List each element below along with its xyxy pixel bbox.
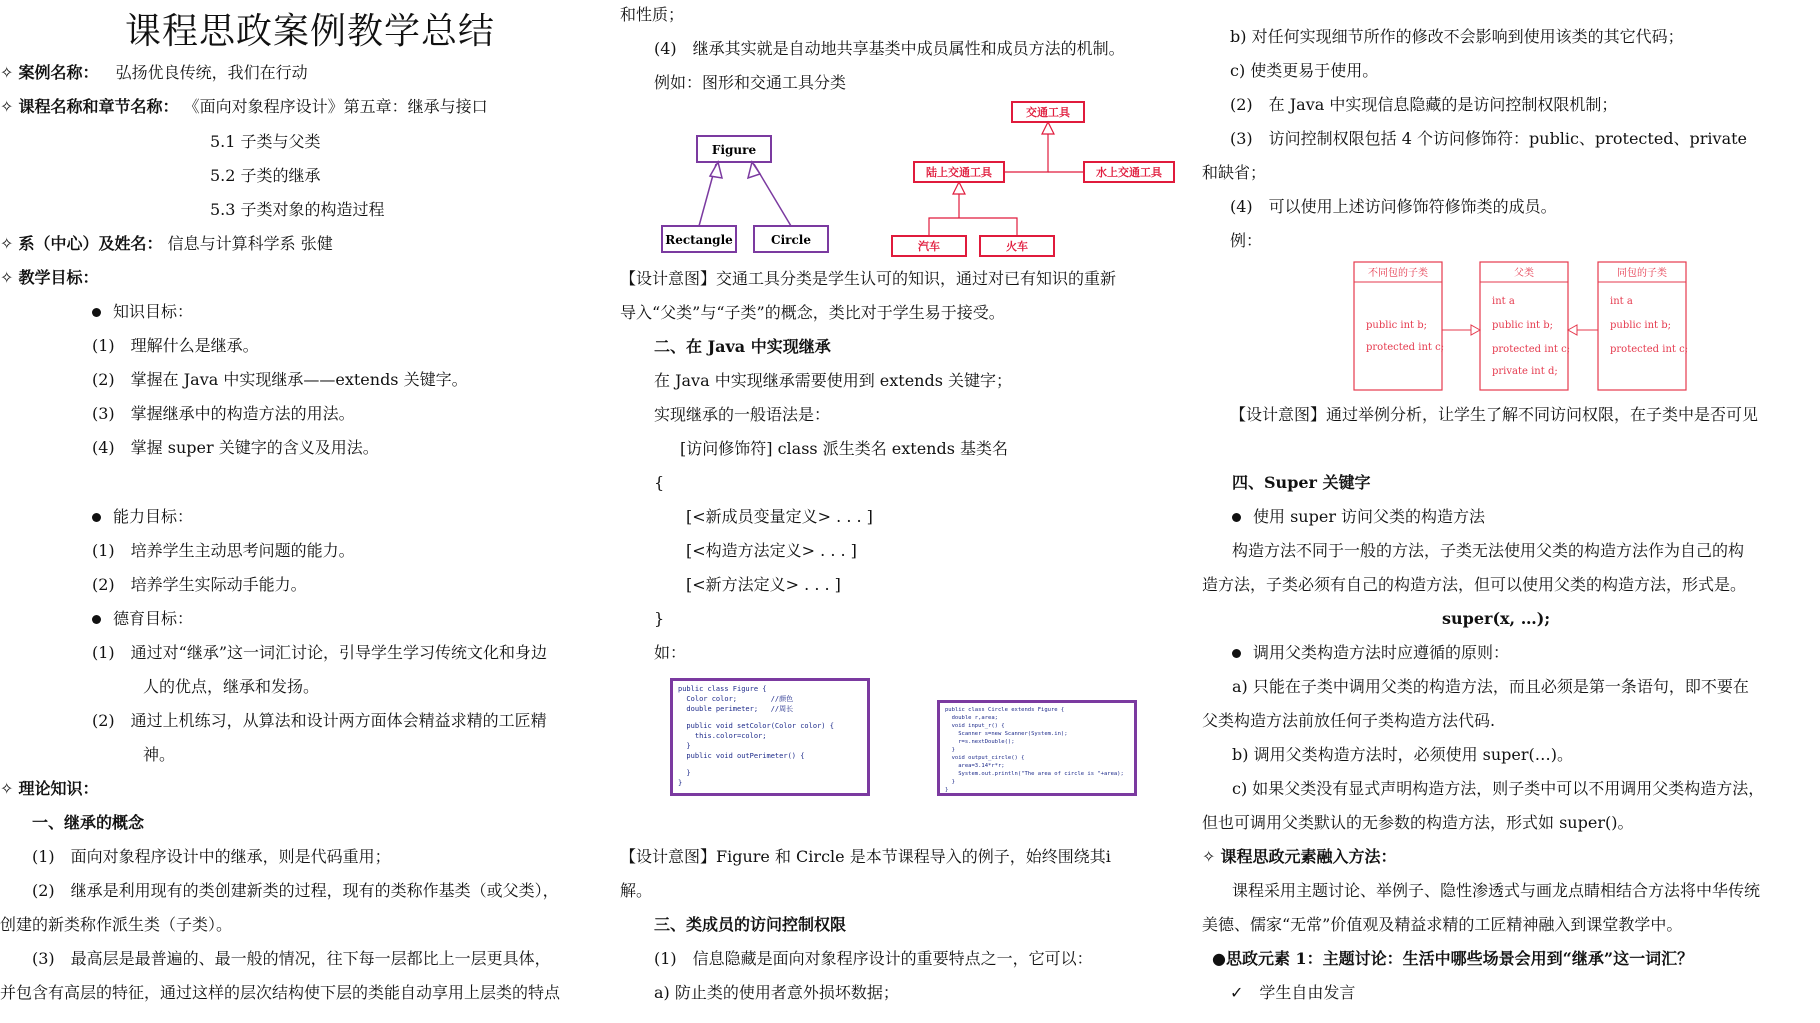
column-2 bbox=[612, 0, 1212, 1023]
goal-label: 教学目标： bbox=[18, 268, 99, 287]
paragraph: (1) 面向对象程序设计中的继承，则是代码重用； bbox=[32, 847, 391, 866]
figure-class-label: Figure bbox=[711, 143, 757, 157]
box-member: public int b; bbox=[1610, 320, 1672, 331]
moral-item: (1) 通过对“继承”这一词汇讨论，引导学生学习传统文化和身边 bbox=[92, 643, 548, 662]
inheritance-arrowhead-icon bbox=[1568, 325, 1577, 335]
uml-class-diagram bbox=[652, 100, 1192, 260]
bullet-icon bbox=[92, 615, 101, 624]
box-title: 不同包的子类 bbox=[1368, 268, 1428, 279]
diamond-bullet-icon: ✧ bbox=[0, 779, 19, 798]
paragraph: 课程采用主题讨论、举例子、隐性渗透式与画龙点睛相结合方法将中华传统 bbox=[1232, 881, 1761, 900]
code-line: } bbox=[678, 769, 691, 777]
paragraph: (2) 继承是利用现有的类创建新类的过程，现有的类称作基类（或父类）， bbox=[32, 881, 559, 900]
box-title: 同包的子类 bbox=[1617, 268, 1667, 279]
bullet-line: 使用 super 访问父类的构造方法 bbox=[1232, 506, 1485, 528]
ability-item: (1) 培养学生主动思考问题的能力。 bbox=[92, 541, 355, 560]
check-line: ✓ 学生自由发言 bbox=[1230, 983, 1356, 1002]
example-label: 例： bbox=[1230, 231, 1263, 250]
inheritance-connector bbox=[1004, 134, 1048, 172]
checkmark-icon: ✓ bbox=[1230, 983, 1244, 1002]
bullet-icon bbox=[92, 513, 101, 522]
knowledge-item: (3) 掌握继承中的构造方法的用法。 bbox=[92, 404, 355, 423]
method-label: 课程思政元素融入方法： bbox=[1220, 847, 1397, 866]
car-class-label: 汽车 bbox=[918, 240, 940, 253]
paragraph-cont: 创建的新类称作派生类（子类）。 bbox=[0, 915, 233, 934]
syntax-line: [<新成员变量定义> . . . ] bbox=[686, 507, 873, 526]
inheritance-arrowhead-icon bbox=[748, 162, 760, 178]
bullet-icon bbox=[1232, 513, 1241, 522]
code-line: System.out.println("The area of circle is "+area); bbox=[945, 771, 1124, 777]
diamond-bullet-icon: ✧ bbox=[1202, 847, 1221, 866]
case-name-line bbox=[0, 62, 308, 84]
bullet-icon bbox=[1232, 649, 1241, 658]
paragraph: (2) 在 Java 中实现信息隐藏的是访问控制权限机制； bbox=[1230, 95, 1618, 114]
design-intent: 【设计意图】通过举例分析，让学生了解不同访问权限，在子类中是否可见 bbox=[1230, 405, 1759, 424]
rule-item: a) 只能在子类中调用父类的构造方法，而且必须是第一条语句，即不要在 bbox=[1232, 677, 1749, 696]
inheritance-arrowhead-icon bbox=[1042, 122, 1054, 134]
diamond-bullet-icon: ✧ bbox=[0, 268, 19, 287]
concept-heading: 一、继承的概念 bbox=[32, 813, 145, 832]
page-title: 课程思政案例教学总结 bbox=[125, 11, 496, 52]
rule-item-cont: 父类构造方法前放任何子类构造方法代码. bbox=[1202, 711, 1496, 730]
code-line: } bbox=[678, 742, 691, 750]
design-intent-cont: 解。 bbox=[620, 881, 653, 900]
bullet-icon bbox=[92, 308, 101, 317]
example-label: 如： bbox=[654, 643, 687, 662]
design-intent-cont: 导入“父类”与“子类”的概念，类比对于学生易于接受。 bbox=[620, 303, 1005, 322]
paragraph: (1) 信息隐藏是面向对象程序设计的重要特点之一，它可以： bbox=[654, 949, 1093, 968]
code-line: void output_circle() { bbox=[945, 755, 1025, 761]
box-title: 父类 bbox=[1514, 268, 1534, 279]
code-line: r=s.nextDouble(); bbox=[945, 739, 1015, 745]
figure-code-screenshot bbox=[670, 678, 870, 796]
moral-item-cont: 神。 bbox=[143, 745, 176, 764]
code-line: void input_r() { bbox=[945, 723, 1005, 729]
code-line bbox=[678, 761, 862, 768]
super-form: super(x, …); bbox=[1442, 609, 1551, 628]
code-lines bbox=[678, 684, 862, 788]
paragraph: 构造方法不同于一般的方法，子类无法使用父类的构造方法作为自己的构 bbox=[1232, 541, 1745, 560]
train-class-label: 火车 bbox=[1006, 240, 1028, 253]
knowledge-item: (4) 掌握 super 关键字的含义及用法。 bbox=[92, 438, 379, 457]
diamond-bullet-icon: ✧ bbox=[0, 234, 19, 253]
case-label: 案例名称： bbox=[18, 63, 99, 82]
paragraph: a) 防止类的使用者意外损坏数据； bbox=[654, 983, 899, 1002]
theory-label: 理论知识： bbox=[18, 779, 99, 798]
land-vehicle-label: 陆上交通工具 bbox=[926, 166, 992, 179]
section-item: 5.3 子类对象的构造过程 bbox=[210, 200, 385, 219]
paragraph: (3) 访问控制权限包括 4 个访问修饰符：public、protected、private bbox=[1230, 129, 1748, 148]
ability-heading: 能力目标： bbox=[92, 506, 193, 528]
column-3 bbox=[1202, 0, 1820, 1023]
syntax-line: [<新方法定义> . . . ] bbox=[686, 575, 841, 594]
paragraph-cont: 和缺省； bbox=[1202, 163, 1267, 182]
box-member: public int b; bbox=[1366, 320, 1428, 331]
dept-value: 信息与计算科学系 张健 bbox=[167, 234, 333, 253]
box-member: int a bbox=[1610, 296, 1633, 307]
knowledge-heading: 知识目标： bbox=[92, 301, 193, 323]
code-line: area=3.14*r*r; bbox=[945, 763, 1005, 769]
code-line: } bbox=[945, 779, 955, 785]
code-line bbox=[678, 714, 862, 721]
paragraph-cont: 和性质； bbox=[620, 5, 685, 24]
vehicle-class-label: 交通工具 bbox=[1026, 106, 1070, 119]
element-heading: ●思政元素 1：主题讨论：生活中哪些场景会用到“继承”这一词汇？ bbox=[1212, 949, 1694, 968]
ability-item: (2) 培养学生实际动手能力。 bbox=[92, 575, 307, 594]
circle-class-label: Circle bbox=[771, 233, 811, 247]
syntax-line: [访问修饰符] class 派生类名 extends 基类名 bbox=[680, 439, 1009, 458]
paragraph: (4) 可以使用上述访问修饰符修饰类的成员。 bbox=[1230, 197, 1557, 216]
water-vehicle-label: 水上交通工具 bbox=[1096, 166, 1162, 179]
inheritance-arrowhead-icon bbox=[1471, 325, 1480, 335]
code-line: double r,area; bbox=[945, 715, 998, 721]
paragraph: b) 对任何实现细节所作的修改不会影响到使用该类的其它代码； bbox=[1230, 27, 1684, 46]
code-line: public class Circle extends Figure { bbox=[945, 707, 1065, 713]
course-label: 课程名称和章节名称： bbox=[18, 97, 179, 116]
paragraph: c) 使类更易于使用。 bbox=[1230, 61, 1379, 80]
paragraph-cont: 造方法，子类必须有自己的构造方法，但可以使用父类的构造方法，形式是。 bbox=[1202, 575, 1747, 594]
dept-line bbox=[0, 233, 333, 255]
knowledge-item: (2) 掌握在 Java 中实现继承——extends 关键字。 bbox=[92, 370, 468, 389]
box-member: private int d; bbox=[1492, 366, 1558, 377]
code-line: Scanner s=new Scanner(System.in); bbox=[945, 731, 1068, 737]
paragraph: 实现继承的一般语法是： bbox=[654, 405, 831, 424]
box-member: protected int c; bbox=[1366, 342, 1445, 353]
code-line: public class Figure { bbox=[678, 685, 767, 693]
bullet-line: 调用父类构造方法时应遵循的原则： bbox=[1232, 642, 1509, 664]
code-line: double perimeter; //周长 bbox=[678, 705, 794, 713]
moral-item-cont: 人的优点，继承和发扬。 bbox=[143, 677, 320, 696]
paragraph: (4) 继承其实就是自动地共享基类中成员属性和成员方法的机制。 bbox=[654, 39, 1125, 58]
rule-item-cont: 但也可调用父类默认的无参数的构造方法，形式如 super()。 bbox=[1202, 813, 1634, 832]
section-item: 5.2 子类的继承 bbox=[210, 166, 321, 185]
inheritance-arrowhead-icon bbox=[953, 182, 965, 194]
access-control-diagram bbox=[1352, 260, 1712, 392]
box-member: int a bbox=[1492, 296, 1515, 307]
code-line: } bbox=[678, 779, 683, 787]
column-1 bbox=[0, 0, 600, 1023]
inheritance-connector bbox=[929, 218, 1017, 236]
paragraph-cont: 美德、儒家“无常”价值观及精益求精的工匠精神融入到课堂教学中。 bbox=[1202, 915, 1683, 934]
box-member: public int b; bbox=[1492, 320, 1554, 331]
case-value: 弘扬优良传统，我们在行动 bbox=[115, 63, 308, 82]
theory-line bbox=[0, 778, 99, 800]
course-value: 《面向对象程序设计》第五章：继承与接口 bbox=[183, 97, 488, 116]
section-heading: 二、在 Java 中实现继承 bbox=[654, 337, 831, 356]
knowledge-item: (1) 理解什么是继承。 bbox=[92, 336, 259, 355]
inheritance-arrowhead-icon bbox=[710, 162, 722, 178]
diamond-bullet-icon: ✧ bbox=[0, 97, 19, 116]
course-name-line bbox=[0, 96, 488, 118]
code-lines bbox=[945, 706, 1129, 794]
section-item: 5.1 子类与父类 bbox=[210, 132, 321, 151]
section-heading: 四、Super 关键字 bbox=[1232, 473, 1371, 492]
section-heading: 三、类成员的访问控制权限 bbox=[654, 915, 847, 934]
paragraph: (3) 最高层是最普遍的、最一般的情况，往下每一层都比上一层更具体， bbox=[32, 949, 551, 968]
box-member: protected int c; bbox=[1492, 344, 1571, 355]
design-intent: 【设计意图】Figure 和 Circle 是本节课程导入的例子，始终围绕其i bbox=[620, 847, 1111, 866]
syntax-line: [<构造方法定义> . . . ] bbox=[686, 541, 857, 560]
rule-item: b) 调用父类构造方法时，必须使用 super(…)。 bbox=[1232, 745, 1574, 764]
code-line: } bbox=[945, 787, 949, 793]
code-line: public void setColor(Color color) { bbox=[678, 722, 834, 730]
code-line: public void outPerimeter() { bbox=[678, 752, 805, 760]
goal-line bbox=[0, 267, 99, 289]
code-line: this.color=color; bbox=[678, 732, 767, 740]
syntax-brace: } bbox=[654, 609, 665, 628]
rectangle-class-label: Rectangle bbox=[665, 233, 733, 247]
rule-item: c) 如果父类没有显式声明构造方法，则子类中可以不用调用父类构造方法， bbox=[1232, 779, 1765, 798]
diamond-bullet-icon: ✧ bbox=[0, 63, 19, 82]
code-line: Color color; //颜色 bbox=[678, 695, 794, 703]
paragraph: 在 Java 中实现继承需要使用到 extends 关键字； bbox=[654, 371, 1013, 390]
method-line bbox=[1202, 846, 1397, 868]
box-member: protected int c; bbox=[1610, 344, 1689, 355]
code-line: } bbox=[945, 747, 955, 753]
example-label: 例如：图形和交通工具分类 bbox=[654, 73, 847, 92]
circle-code-screenshot bbox=[937, 700, 1137, 796]
moral-item: (2) 通过上机练习，从算法和设计两方面体会精益求精的工匠精 bbox=[92, 711, 547, 730]
syntax-brace: { bbox=[654, 473, 665, 492]
dept-label: 系（中心）及姓名： bbox=[18, 234, 163, 253]
design-intent: 【设计意图】交通工具分类是学生认可的知识，通过对已有知识的重新 bbox=[620, 269, 1117, 288]
moral-heading: 德育目标： bbox=[92, 608, 193, 630]
paragraph-cont: 并包含有高层的特征，通过这样的层次结构使下层的类能自动享用上层类的特点 bbox=[0, 983, 561, 1002]
